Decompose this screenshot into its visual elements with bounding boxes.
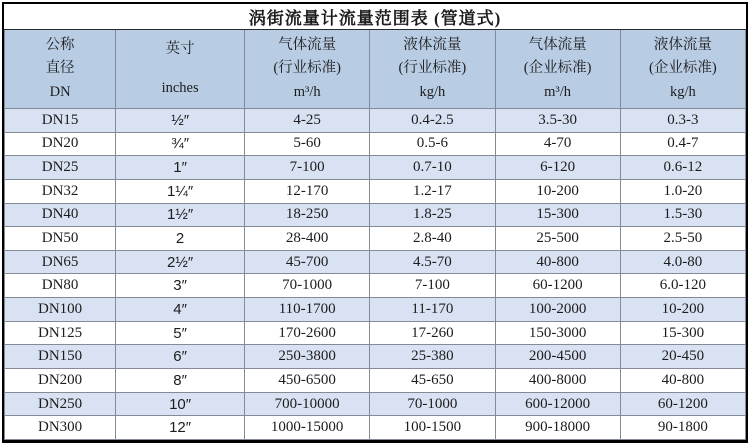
header-line: (企业标准) xyxy=(649,60,717,77)
header-line: 公称 xyxy=(45,36,75,53)
header-line: inches xyxy=(161,79,199,96)
gas-enterprise-cell: 60-1200 xyxy=(495,274,620,298)
table-title: 涡街流量计流量范围表 (管道式) xyxy=(5,4,746,30)
liquid-industry-cell: 11-170 xyxy=(370,298,495,322)
header-row xyxy=(5,30,746,109)
title-row xyxy=(5,4,746,30)
inches-cell: 8″ xyxy=(116,369,245,393)
gas-industry-cell: 5-60 xyxy=(245,132,370,156)
inches-cell: ¾″ xyxy=(116,132,245,156)
gas-industry-cell: 70-1000 xyxy=(245,274,370,298)
gas-industry-cell: 18-250 xyxy=(245,203,370,227)
inches-cell: 10″ xyxy=(116,392,245,416)
inches-cell: 2 xyxy=(116,227,245,251)
gas-enterprise-cell: 900-18000 xyxy=(495,416,620,440)
header-line: 直径 xyxy=(45,60,75,77)
liquid-enterprise-cell: 40-800 xyxy=(620,369,745,393)
table-row xyxy=(5,132,746,156)
inches-cell: 1½″ xyxy=(116,203,245,227)
liquid-enterprise-cell: 20-450 xyxy=(620,345,745,369)
gas-enterprise-cell: 400-8000 xyxy=(495,369,620,393)
table-row xyxy=(5,298,746,322)
liquid-enterprise-cell: 0.4-7 xyxy=(620,132,745,156)
gas-enterprise-cell: 6-120 xyxy=(495,156,620,180)
liquid-industry-cell: 25-380 xyxy=(370,345,495,369)
liquid-industry-cell: 0.5-6 xyxy=(370,132,495,156)
dn-cell: DN300 xyxy=(5,416,116,440)
gas-enterprise-cell: 100-2000 xyxy=(495,298,620,322)
inches-cell: 3″ xyxy=(116,274,245,298)
gas-enterprise-cell: 200-4500 xyxy=(495,345,620,369)
liquid-enterprise-cell: 15-300 xyxy=(620,321,745,345)
inches-cell: 1¼″ xyxy=(116,179,245,203)
gas-enterprise-cell: 10-200 xyxy=(495,179,620,203)
liquid-enterprise-cell: 1.0-20 xyxy=(620,179,745,203)
liquid-industry-cell: 0.4-2.5 xyxy=(370,109,495,133)
header-line: (行业标准) xyxy=(273,60,341,77)
column-header-liquid-flow-enterprise xyxy=(620,30,745,109)
header-line: m³/h xyxy=(544,83,572,100)
dn-cell: DN150 xyxy=(5,345,116,369)
header-line: 英寸 xyxy=(165,40,195,57)
liquid-industry-cell: 7-100 xyxy=(370,274,495,298)
header-line: 气体流量 xyxy=(278,36,337,53)
liquid-industry-cell: 0.7-10 xyxy=(370,156,495,180)
dn-cell: DN25 xyxy=(5,156,116,180)
column-header-gas-flow-industry xyxy=(245,30,370,109)
inches-cell: 1″ xyxy=(116,156,245,180)
header-line: kg/h xyxy=(419,83,446,100)
column-header-liquid-flow-industry xyxy=(370,30,495,109)
gas-industry-cell: 12-170 xyxy=(245,179,370,203)
liquid-industry-cell: 17-260 xyxy=(370,321,495,345)
header-line: m³/h xyxy=(293,83,321,100)
column-header-inches xyxy=(116,30,245,109)
header-line: 液体流量 xyxy=(403,36,462,53)
table-row xyxy=(5,416,746,440)
gas-enterprise-cell: 3.5-30 xyxy=(495,109,620,133)
dn-cell: DN125 xyxy=(5,321,116,345)
dn-cell: DN65 xyxy=(5,250,116,274)
gas-enterprise-cell: 150-3000 xyxy=(495,321,620,345)
header-line: 气体流量 xyxy=(528,36,587,53)
liquid-industry-cell: 2.8-40 xyxy=(370,227,495,251)
gas-industry-cell: 110-1700 xyxy=(245,298,370,322)
dn-cell: DN250 xyxy=(5,392,116,416)
liquid-enterprise-cell: 10-200 xyxy=(620,298,745,322)
liquid-enterprise-cell: 0.3-3 xyxy=(620,109,745,133)
header-line: kg/h xyxy=(669,83,696,100)
gas-industry-cell: 250-3800 xyxy=(245,345,370,369)
inches-cell: 12″ xyxy=(116,416,245,440)
liquid-enterprise-cell: 2.5-50 xyxy=(620,227,745,251)
liquid-industry-cell: 70-1000 xyxy=(370,392,495,416)
liquid-enterprise-cell: 1.5-30 xyxy=(620,203,745,227)
table-row xyxy=(5,274,746,298)
gas-industry-cell: 28-400 xyxy=(245,227,370,251)
dn-cell: DN200 xyxy=(5,369,116,393)
gas-industry-cell: 450-6500 xyxy=(245,369,370,393)
column-header-nominal-diameter xyxy=(5,30,116,109)
header-line: (企业标准) xyxy=(523,60,592,77)
inches-cell: 5″ xyxy=(116,321,245,345)
dn-cell: DN20 xyxy=(5,132,116,156)
liquid-enterprise-cell: 6.0-120 xyxy=(620,274,745,298)
liquid-enterprise-cell: 90-1800 xyxy=(620,416,745,440)
dn-cell: DN40 xyxy=(5,203,116,227)
flow-range-table xyxy=(4,4,746,440)
gas-industry-cell: 7-100 xyxy=(245,156,370,180)
table-row xyxy=(5,156,746,180)
inches-cell: 4″ xyxy=(116,298,245,322)
inches-cell: 6″ xyxy=(116,345,245,369)
header-line: 液体流量 xyxy=(653,36,712,53)
gas-industry-cell: 170-2600 xyxy=(245,321,370,345)
table-row xyxy=(5,203,746,227)
dn-cell: DN15 xyxy=(5,109,116,133)
gas-industry-cell: 700-10000 xyxy=(245,392,370,416)
table-row xyxy=(5,250,746,274)
liquid-enterprise-cell: 60-1200 xyxy=(620,392,745,416)
gas-enterprise-cell: 4-70 xyxy=(495,132,620,156)
table-row xyxy=(5,369,746,393)
dn-cell: DN80 xyxy=(5,274,116,298)
liquid-industry-cell: 1.2-17 xyxy=(370,179,495,203)
liquid-enterprise-cell: 4.0-80 xyxy=(620,250,745,274)
gas-enterprise-cell: 15-300 xyxy=(495,203,620,227)
liquid-enterprise-cell: 0.6-12 xyxy=(620,156,745,180)
inches-cell: 2½″ xyxy=(116,250,245,274)
gas-enterprise-cell: 40-800 xyxy=(495,250,620,274)
gas-enterprise-cell: 600-12000 xyxy=(495,392,620,416)
column-header-gas-flow-enterprise xyxy=(495,30,620,109)
liquid-industry-cell: 45-650 xyxy=(370,369,495,393)
dn-cell: DN32 xyxy=(5,179,116,203)
inches-cell: ½″ xyxy=(116,109,245,133)
liquid-industry-cell: 100-1500 xyxy=(370,416,495,440)
gas-industry-cell: 1000-15000 xyxy=(245,416,370,440)
table-row xyxy=(5,392,746,416)
gas-enterprise-cell: 25-500 xyxy=(495,227,620,251)
gas-industry-cell: 4-25 xyxy=(245,109,370,133)
gas-industry-cell: 45-700 xyxy=(245,250,370,274)
header-line: (行业标准) xyxy=(398,60,467,77)
table-frame xyxy=(2,2,748,443)
liquid-industry-cell: 4.5-70 xyxy=(370,250,495,274)
table-row xyxy=(5,179,746,203)
table-row xyxy=(5,227,746,251)
header-line: DN xyxy=(49,83,71,100)
table-row xyxy=(5,109,746,133)
table-row xyxy=(5,321,746,345)
dn-cell: DN100 xyxy=(5,298,116,322)
dn-cell: DN50 xyxy=(5,227,116,251)
table-body xyxy=(5,109,746,440)
liquid-industry-cell: 1.8-25 xyxy=(370,203,495,227)
table-row xyxy=(5,345,746,369)
